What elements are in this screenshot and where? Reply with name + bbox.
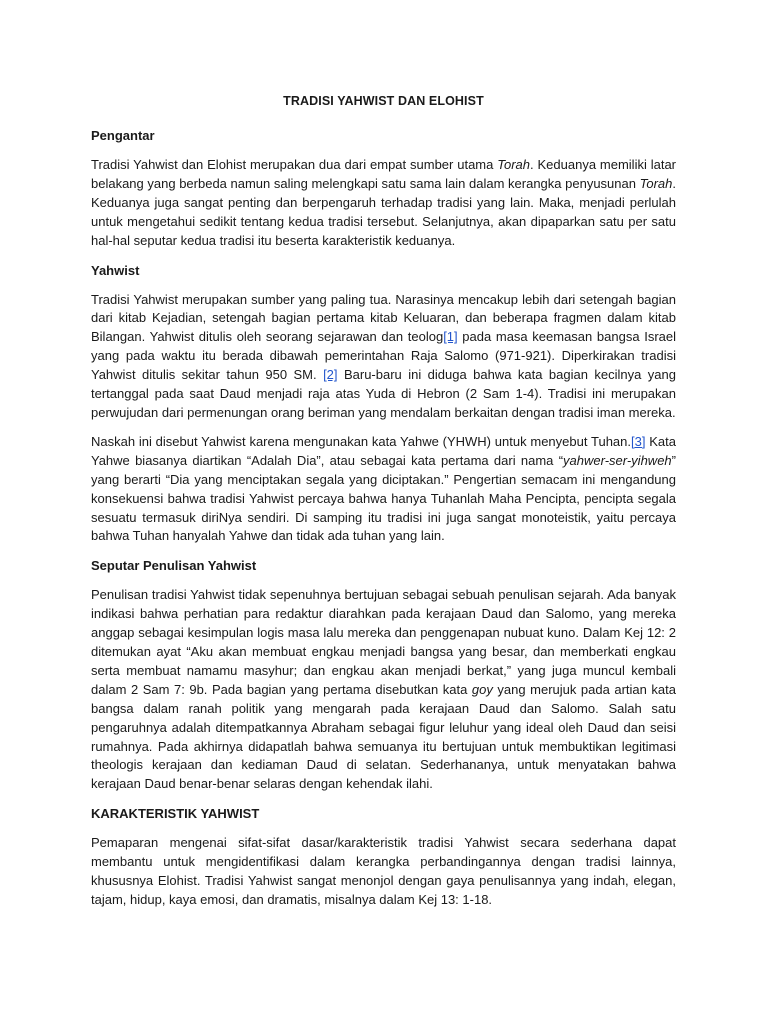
text-run: Kata Yahwe biasanya diartikan “Adalah Dia”, atau sebagai kata pertama dari nama “ <box>91 433 676 468</box>
text-run: Baru-baru ini diduga bahwa kata bagian kecilnya yang tertanggal pada saat Daud menjadi raja atas Yuda di Hebron (2 Sam 1-4). Tradisi ini merupakan perwujudan dari permenungan orang beriman yang mendalam berkaitan dengan tradisi iman mereka. <box>91 367 676 420</box>
footnote-link-2[interactable]: [2] <box>323 367 338 383</box>
text-run: Penulisan tradisi Yahwist tidak sepenuhnya bertujuan sebagai sebuah penulisan sejarah. Ada banyak indikasi bahwa perhatian para redaktur diarahkan pada kerajaan Daud dan Salomo, yang mereka anggap sebagai kesimpulan logis masa lalu mereka dan penggenapan nubuat kuno. Dalam Kej 12: 2 ditemukan ayat “Aku akan membuat engkau menjadi bangsa yang besar, dan memberkati engkau serta membuat namamu masyhur; dan engkau akan menjadi berkat,” yang juga muncul kembali dalam 2 Sam 7: 9b. Pada bagian yang pertama disebutkan kata <box>91 587 676 697</box>
paragraph-seputar <box>91 586 676 794</box>
text-run: . Keduanya juga sangat penting dan berpengaruh terhadap tradisi yang lain. Maka, menjadi perlulah untuk mengetahui sedikit tentang kedua tradisi tersebut. Selanjutnya, akan dipaparkan satu per satu hal-hal seputar kedua tradisi itu beserta karakteristik keduanya. <box>91 175 676 248</box>
text-run: Pemaparan mengenai sifat-sifat dasar/karakteristik tradisi Yahwist secara sederhana dapat membantu untuk mengidentifikasi dalam kerangka perbandingannya dengan tradisi lainnya, khususnya Elohist. Tradisi Yahwist sangat menonjol dengan gaya penulisannya yang indah, elegan, tajam, hidup, kaya emosi, dan dramatis, misalnya dalam Kej 13: 1-18. <box>91 835 676 907</box>
italic-term: Torah <box>639 175 673 191</box>
text-run: Tradisi Yahwist dan Elohist merupakan dua dari empat sumber utama <box>91 157 498 172</box>
paragraph-karakteristik <box>91 834 676 910</box>
text-run: pada masa keemasan bangsa Israel yang pada waktu itu berada dibawah pemerintahan Raja Salomo (971-921). Diperkirakan tradisi Yahwist ditulis sekitar tahun 950 SM. <box>91 329 676 383</box>
text-run: ” yang berarti “Dia yang menciptakan segala yang diciptakan.” Pengertian semacam ini mengandung konsekuensi bahwa tradisi Yahwist percaya bahwa hanya Tuhanlah Maha Pencipta, pencipta segala sesuatu termasuk diriNya sendiri. Di samping itu tradisi ini juga sangat monoteistik, yaitu percaya bahwa Tuhan hanyalah Yahwe dan tidak ada tuhan yang lain. <box>91 452 676 544</box>
footnote-link-1[interactable]: [1] <box>443 329 458 345</box>
text-run: . Keduanya memiliki latar belakang yang berbeda namun saling melengkapi satu sama lain dalam kerangka penyusunan <box>91 157 677 191</box>
italic-term: yahwer-ser-yihweh <box>563 452 672 468</box>
heading-yahwist: Yahwist <box>91 262 140 278</box>
heading-seputar-penulisan: Seputar Penulisan Yahwist <box>91 558 257 574</box>
heading-pengantar: Pengantar <box>91 128 155 143</box>
paragraph-yahwist-2 <box>91 433 676 546</box>
heading-karakteristik: KARAKTERISTIK YAHWIST <box>91 806 260 822</box>
paragraph-pengantar <box>91 156 676 251</box>
italic-term: goy <box>471 681 493 697</box>
footnote-link-3[interactable]: [3] <box>631 433 646 449</box>
paragraph-yahwist-1 <box>91 291 676 423</box>
text-run: Naskah ini disebut Yahwist karena mengunakan kata Yahwe (YHWH) untuk menyebut Tuhan. <box>91 433 631 449</box>
text-run: Tradisi Yahwist merupakan sumber yang paling tua. Narasinya mencakup lebih dari setengah bagian dari kitab Kejadian, setengah bagian pertama kitab Keluaran, dan beberapa fragmen dalam kitab Bilangan. Yahwist ditulis oleh seorang sejarawan dan teolog <box>91 291 676 345</box>
document-title: TRADISI YAHWIST DAN ELOHIST <box>283 94 484 108</box>
text-run: yang merujuk pada artian kata bangsa dalam ranah politik yang mengarah pada kerajaan Daud dan Salomo. Salah satu pengaruhnya adalah ditempatkannya Abraham sebagai figur leluhur yang ideal oleh Daud dan seisi rumahnya. Pada akhirnya didapatlah bahwa semuanya itu bertujuan untuk membuktikan legitimasi theologis kerajaan dan kediaman Daud di selatan. Sederhananya, untuk menyatakan bahwa kerajaan Daud benar-benar selaras dengan kehendak ilahi. <box>91 681 676 792</box>
italic-term: Torah <box>497 157 531 172</box>
